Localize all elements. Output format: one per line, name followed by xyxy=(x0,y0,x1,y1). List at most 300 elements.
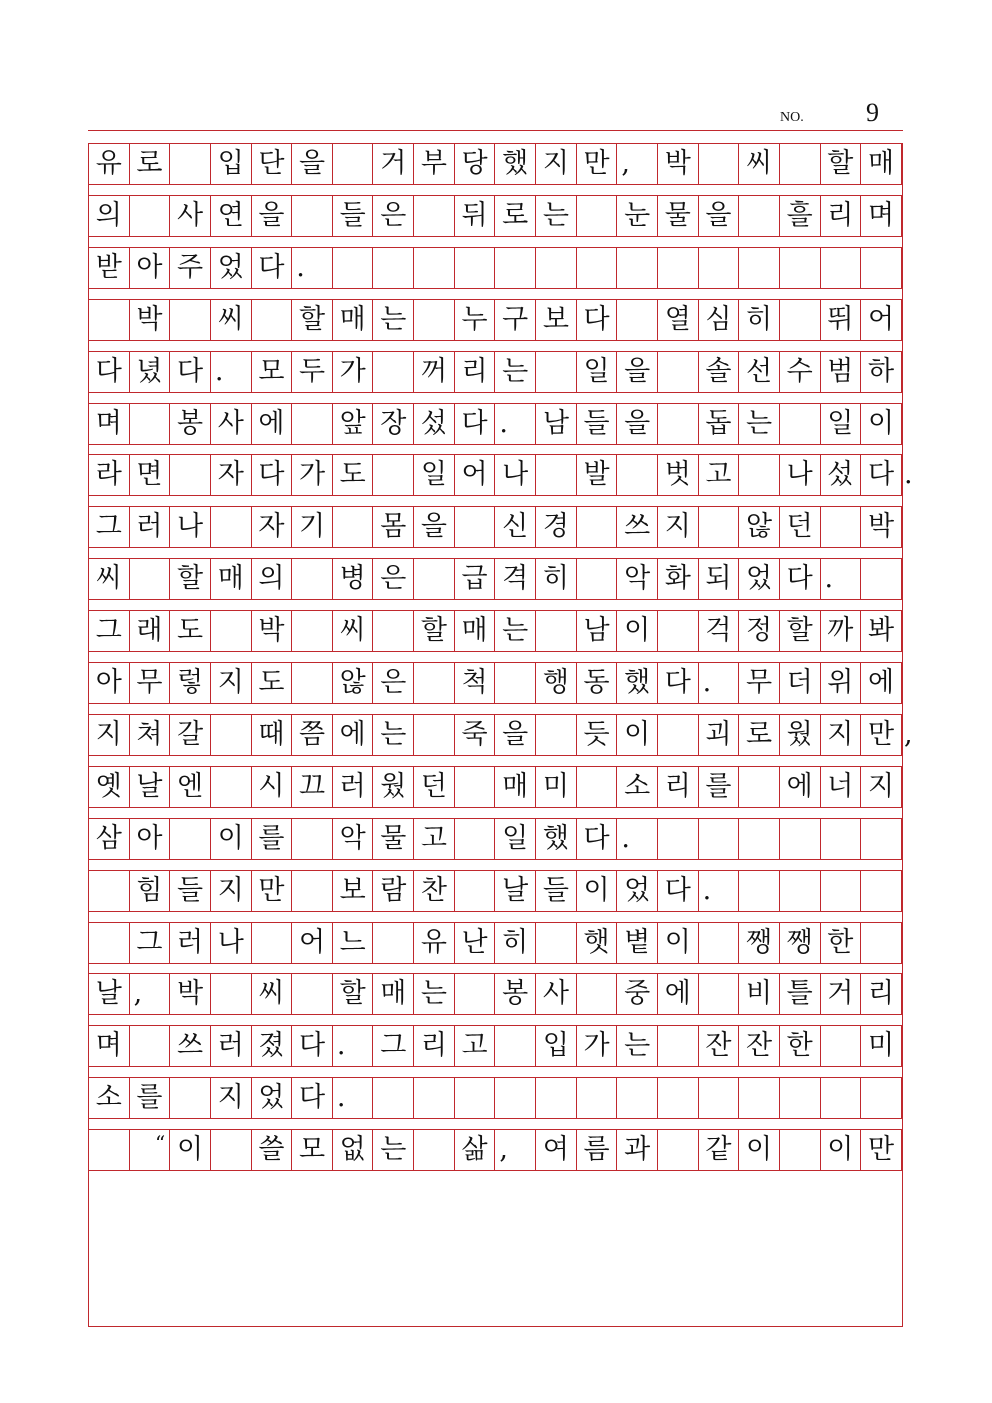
grid-cell: 화 xyxy=(658,559,699,599)
grid-cell: . xyxy=(495,404,536,444)
grid-cell xyxy=(861,871,902,911)
grid-cell: 지 xyxy=(89,715,130,755)
grid-cell xyxy=(821,248,862,288)
grid-cell: 날 xyxy=(130,767,171,807)
grid-cell xyxy=(821,819,862,859)
grid-cell: 이 xyxy=(211,819,252,859)
grid-cell: 매 xyxy=(373,974,414,1014)
grid-row xyxy=(89,662,902,704)
grid-cell: 할 xyxy=(414,611,455,651)
grid-cell: 박 xyxy=(658,144,699,184)
grid-cell: 거 xyxy=(373,144,414,184)
grid-row xyxy=(89,558,902,600)
grid-cell xyxy=(455,248,496,288)
grid-cell: 걱 xyxy=(699,611,740,651)
grid-cell xyxy=(211,611,252,651)
grid-cell: 다 xyxy=(89,352,130,392)
grid-cell: 매 xyxy=(861,144,902,184)
grid-cell: 미 xyxy=(536,767,577,807)
grid-cell: 받 xyxy=(89,248,130,288)
grid-cell xyxy=(739,196,780,236)
grid-cell xyxy=(292,611,333,651)
grid-cell: 리 xyxy=(414,1026,455,1066)
grid-cell: 을 xyxy=(495,715,536,755)
grid-cell: 자 xyxy=(211,455,252,495)
grid-cell: 아 xyxy=(130,819,171,859)
grid-cell: 발 xyxy=(577,455,618,495)
grid-row xyxy=(89,195,902,237)
grid-cell: 는 xyxy=(495,352,536,392)
grid-cell xyxy=(495,1026,536,1066)
grid-cell: 었 xyxy=(617,871,658,911)
grid-cell: 쓸 xyxy=(252,1130,293,1170)
grid-cell: 악 xyxy=(333,819,374,859)
grid-cell: 그 xyxy=(130,923,171,963)
grid-cell: 만 xyxy=(577,144,618,184)
grid-cell xyxy=(89,1130,130,1170)
grid-cell: 할 xyxy=(780,611,821,651)
grid-cell: 을 xyxy=(252,196,293,236)
grid-cell: 틀 xyxy=(780,974,821,1014)
grid-cell: 이 xyxy=(739,1130,780,1170)
grid-cell: 다 xyxy=(252,248,293,288)
grid-cell: 고 xyxy=(699,455,740,495)
grid-cell xyxy=(658,352,699,392)
grid-cell: 때 xyxy=(252,715,293,755)
grid-cell: 는 xyxy=(617,1026,658,1066)
grid-cell: 러 xyxy=(170,923,211,963)
grid-cell xyxy=(130,404,171,444)
grid-cell: 었 xyxy=(211,248,252,288)
grid-cell xyxy=(861,248,902,288)
grid-cell: 돕 xyxy=(699,404,740,444)
grid-cell xyxy=(658,1026,699,1066)
grid-cell: 던 xyxy=(780,507,821,547)
grid-cell: 박 xyxy=(861,507,902,547)
grid-cell xyxy=(577,767,618,807)
grid-cell xyxy=(130,559,171,599)
grid-cell: , xyxy=(130,974,171,1014)
grid-cell: 웠 xyxy=(373,767,414,807)
grid-cell: 도 xyxy=(170,611,211,651)
grid-cell: 섰 xyxy=(821,455,862,495)
grid-cell: 쯤 xyxy=(292,715,333,755)
grid-cell: 이 xyxy=(617,715,658,755)
grid-cell: 씨 xyxy=(89,559,130,599)
grid-row xyxy=(89,973,902,1015)
grid-cell xyxy=(658,819,699,859)
grid-cell: 박 xyxy=(252,611,293,651)
grid-cell: 며 xyxy=(89,404,130,444)
grid-cell xyxy=(333,507,374,547)
grid-cell: 섰 xyxy=(414,404,455,444)
grid-cell: 다 xyxy=(577,819,618,859)
grid-cell: 어 xyxy=(861,300,902,340)
grid-cell: . xyxy=(699,871,740,911)
grid-cell: 씨 xyxy=(252,974,293,1014)
grid-cell: 쓰 xyxy=(617,507,658,547)
grid-cell xyxy=(861,1078,902,1118)
grid-cell: 그 xyxy=(373,1026,414,1066)
grid-cell: 심 xyxy=(699,300,740,340)
grid-cell: 삼 xyxy=(89,819,130,859)
grid-cell: 했 xyxy=(617,663,658,703)
grid-cell xyxy=(495,1078,536,1118)
grid-cell: 다 xyxy=(292,1026,333,1066)
grid-cell xyxy=(455,871,496,911)
grid-row xyxy=(89,766,902,808)
grid-cell: 정 xyxy=(739,611,780,651)
grid-cell: 봐 xyxy=(861,611,902,651)
grid-cell: 다 xyxy=(861,455,902,495)
grid-cell: 모 xyxy=(292,1130,333,1170)
grid-row xyxy=(89,247,902,289)
grid-cell xyxy=(495,248,536,288)
grid-cell xyxy=(739,455,780,495)
grid-cell xyxy=(536,1078,577,1118)
grid-cell xyxy=(130,196,171,236)
grid-cell: 가 xyxy=(577,1026,618,1066)
grid-cell: 않 xyxy=(333,663,374,703)
grid-cell: 에 xyxy=(252,404,293,444)
grid-cell: 다 xyxy=(455,404,496,444)
grid-cell: 선 xyxy=(739,352,780,392)
grid-cell: 이 xyxy=(577,871,618,911)
grid-cell: 단 xyxy=(252,144,293,184)
grid-cell xyxy=(821,1078,862,1118)
grid-cell: 었 xyxy=(739,559,780,599)
grid-cell: 날 xyxy=(89,974,130,1014)
grid-cell: 할 xyxy=(821,144,862,184)
grid-cell: 거 xyxy=(821,974,862,1014)
grid-row xyxy=(89,1077,902,1119)
grid-cell xyxy=(211,974,252,1014)
grid-cell: 고 xyxy=(414,819,455,859)
grid-cell: 면 xyxy=(130,455,171,495)
grid-cell: 들 xyxy=(536,871,577,911)
grid-cell: 이 xyxy=(658,923,699,963)
grid-cell xyxy=(455,767,496,807)
grid-cell: 다 xyxy=(292,1078,333,1118)
grid-row xyxy=(89,1129,902,1171)
grid-cell: 래 xyxy=(130,611,171,651)
grid-cell: 러 xyxy=(333,767,374,807)
grid-cell: 박 xyxy=(130,300,171,340)
grid-cell xyxy=(89,923,130,963)
grid-cell xyxy=(780,300,821,340)
grid-cell: 이 xyxy=(170,1130,211,1170)
grid-cell xyxy=(292,559,333,599)
grid-cell: 지 xyxy=(211,871,252,911)
grid-cell: 는 xyxy=(373,300,414,340)
grid-cell xyxy=(577,248,618,288)
grid-cell: 유 xyxy=(414,923,455,963)
grid-cell xyxy=(414,1078,455,1118)
grid-cell xyxy=(292,404,333,444)
grid-cell: 소 xyxy=(617,767,658,807)
grid-cell: 두 xyxy=(292,352,333,392)
grid-cell: 격 xyxy=(495,559,536,599)
grid-cell: 히 xyxy=(495,923,536,963)
grid-cell: 물 xyxy=(658,196,699,236)
grid-row xyxy=(89,506,902,548)
grid-cell: 로 xyxy=(495,196,536,236)
grid-cell xyxy=(455,974,496,1014)
grid-cell: 은 xyxy=(373,196,414,236)
grid-cell xyxy=(821,871,862,911)
grid-cell: 들 xyxy=(170,871,211,911)
grid-cell: 에 xyxy=(658,974,699,1014)
grid-cell: 을 xyxy=(617,352,658,392)
grid-cell xyxy=(211,1130,252,1170)
grid-cell: 뛰 xyxy=(821,300,862,340)
page-number-label: NO. xyxy=(780,110,804,125)
grid-cell: 다 xyxy=(658,663,699,703)
grid-cell: 은 xyxy=(373,559,414,599)
grid-cell xyxy=(699,144,740,184)
grid-cell: 남 xyxy=(536,404,577,444)
grid-cell: . xyxy=(333,1078,374,1118)
grid-cell xyxy=(89,300,130,340)
grid-cell: . xyxy=(617,819,658,859)
grid-cell: 삶 xyxy=(455,1130,496,1170)
grid-cell: 렇 xyxy=(170,663,211,703)
grid-cell: 나 xyxy=(495,455,536,495)
grid-cell: 소 xyxy=(89,1078,130,1118)
grid-cell: 는 xyxy=(495,611,536,651)
grid-cell: 병 xyxy=(333,559,374,599)
grid-cell: 는 xyxy=(536,196,577,236)
grid-cell: 나 xyxy=(780,455,821,495)
grid-cell xyxy=(536,923,577,963)
grid-cell: 는 xyxy=(373,1130,414,1170)
grid-cell: 나 xyxy=(170,507,211,547)
grid-row xyxy=(89,922,902,964)
grid-cell xyxy=(170,300,211,340)
grid-cell xyxy=(373,248,414,288)
grid-row xyxy=(89,610,902,652)
grid-cell: 위 xyxy=(821,663,862,703)
grid-row xyxy=(89,818,902,860)
grid-cell xyxy=(414,715,455,755)
grid-cell xyxy=(780,1130,821,1170)
grid-cell: 지 xyxy=(536,144,577,184)
grid-cell: 씨 xyxy=(211,300,252,340)
grid-cell: 그 xyxy=(89,611,130,651)
grid-cell: 주 xyxy=(170,248,211,288)
grid-cell xyxy=(414,248,455,288)
grid-cell: 시 xyxy=(252,767,293,807)
grid-cell: 없 xyxy=(333,1130,374,1170)
grid-cell xyxy=(414,663,455,703)
grid-cell: . xyxy=(333,1026,374,1066)
grid-row xyxy=(89,351,902,393)
grid-cell: 다 xyxy=(577,300,618,340)
grid-cell: 에 xyxy=(333,715,374,755)
grid-cell: 남 xyxy=(577,611,618,651)
grid-cell: 던 xyxy=(414,767,455,807)
grid-cell: 을 xyxy=(414,507,455,547)
grid-cell: 비 xyxy=(739,974,780,1014)
grid-cell xyxy=(414,559,455,599)
grid-cell xyxy=(699,507,740,547)
grid-cell xyxy=(373,923,414,963)
grid-cell: 난 xyxy=(455,923,496,963)
grid-cell xyxy=(373,611,414,651)
grid-cell: 아 xyxy=(89,663,130,703)
grid-cell: 는 xyxy=(373,715,414,755)
grid-cell: 장 xyxy=(373,404,414,444)
grid-cell xyxy=(252,300,293,340)
grid-cell xyxy=(170,1078,211,1118)
grid-cell: , xyxy=(617,144,658,184)
grid-cell: 에 xyxy=(780,767,821,807)
grid-cell: 자 xyxy=(252,507,293,547)
grid-cell: 듯 xyxy=(577,715,618,755)
grid-cell: 흘 xyxy=(780,196,821,236)
grid-cell: 가 xyxy=(333,352,374,392)
grid-cell: . xyxy=(211,352,252,392)
grid-cell: 유 xyxy=(89,144,130,184)
grid-cell xyxy=(577,507,618,547)
grid-cell: 지 xyxy=(861,767,902,807)
grid-cell: 한 xyxy=(780,1026,821,1066)
grid-cell xyxy=(577,559,618,599)
grid-cell: 일 xyxy=(821,404,862,444)
grid-cell: 지 xyxy=(821,715,862,755)
grid-cell xyxy=(536,611,577,651)
grid-cell xyxy=(739,248,780,288)
grid-cell xyxy=(861,819,902,859)
grid-cell: 할 xyxy=(333,974,374,1014)
grid-cell: 람 xyxy=(373,871,414,911)
grid-cell: 나 xyxy=(211,923,252,963)
grid-cell: 신 xyxy=(495,507,536,547)
grid-cell: 했 xyxy=(495,144,536,184)
grid-cell xyxy=(739,819,780,859)
grid-cell: 힘 xyxy=(130,871,171,911)
grid-cell: 쨍 xyxy=(780,923,821,963)
grid-cell: “ xyxy=(130,1130,171,1170)
grid-cell: 의 xyxy=(252,559,293,599)
grid-cell: 지 xyxy=(211,663,252,703)
grid-cell xyxy=(211,507,252,547)
grid-cell: 수 xyxy=(780,352,821,392)
grid-row xyxy=(89,299,902,341)
grid-cell xyxy=(617,300,658,340)
grid-cell: 몸 xyxy=(373,507,414,547)
grid-cell xyxy=(658,1130,699,1170)
grid-cell xyxy=(211,767,252,807)
grid-cell: 행 xyxy=(536,663,577,703)
grid-cell: 봉 xyxy=(170,404,211,444)
grid-cell: 사 xyxy=(536,974,577,1014)
grid-cell: . xyxy=(821,559,862,599)
grid-cell: 같 xyxy=(699,1130,740,1170)
grid-cell xyxy=(333,144,374,184)
grid-cell: 로 xyxy=(130,144,171,184)
grid-cell: 쨍 xyxy=(739,923,780,963)
grid-cell: 만 xyxy=(252,871,293,911)
grid-cell: 들 xyxy=(577,404,618,444)
grid-cell xyxy=(780,404,821,444)
grid-cell: 엔 xyxy=(170,767,211,807)
page-number-value: 9 xyxy=(866,98,879,127)
grid-cell: 너 xyxy=(821,767,862,807)
grid-cell xyxy=(373,1078,414,1118)
grid-cell xyxy=(577,974,618,1014)
grid-cell: 는 xyxy=(739,404,780,444)
grid-cell: 며 xyxy=(89,1026,130,1066)
grid-cell: 열 xyxy=(658,300,699,340)
grid-cell: 씨 xyxy=(739,144,780,184)
grid-cell: 꺼 xyxy=(414,352,455,392)
grid-cell: , xyxy=(495,1130,536,1170)
grid-cell: 보 xyxy=(536,300,577,340)
grid-cell: 죽 xyxy=(455,715,496,755)
grid-cell: 급 xyxy=(455,559,496,599)
grid-cell: 하 xyxy=(861,352,902,392)
grid-cell xyxy=(130,1026,171,1066)
grid-cell: 은 xyxy=(373,663,414,703)
grid-cell: 무 xyxy=(130,663,171,703)
grid-cell: 입 xyxy=(536,1026,577,1066)
grid-cell: 앞 xyxy=(333,404,374,444)
grid-cell: 매 xyxy=(495,767,536,807)
grid-cell xyxy=(658,715,699,755)
grid-cell: 그 xyxy=(89,507,130,547)
grid-cell: 솔 xyxy=(699,352,740,392)
grid-cell: 히 xyxy=(739,300,780,340)
margin-punctuation: . xyxy=(904,459,913,491)
grid-cell xyxy=(536,248,577,288)
grid-cell xyxy=(780,871,821,911)
grid-cell: 찬 xyxy=(414,871,455,911)
grid-cell: 웠 xyxy=(780,715,821,755)
grid-cell: 에 xyxy=(861,663,902,703)
grid-cell xyxy=(739,871,780,911)
grid-row xyxy=(89,1025,902,1067)
grid-cell xyxy=(536,352,577,392)
grid-cell: 할 xyxy=(170,559,211,599)
grid-cell: 을 xyxy=(292,144,333,184)
grid-cell: 러 xyxy=(211,1026,252,1066)
grid-cell xyxy=(658,611,699,651)
grid-cell xyxy=(170,144,211,184)
grid-cell: 했 xyxy=(536,819,577,859)
grid-cell: 를 xyxy=(130,1078,171,1118)
grid-cell: 만 xyxy=(861,715,902,755)
grid-cell: 뒤 xyxy=(455,196,496,236)
grid-cell: 일 xyxy=(495,819,536,859)
grid-cell: 다 xyxy=(252,455,293,495)
grid-row xyxy=(89,870,902,912)
grid-cell: 이 xyxy=(617,611,658,651)
grid-cell xyxy=(333,248,374,288)
grid-cell: 여 xyxy=(536,1130,577,1170)
grid-cell: 다 xyxy=(170,352,211,392)
grid-cell xyxy=(780,248,821,288)
grid-cell xyxy=(414,300,455,340)
grid-cell: 러 xyxy=(130,507,171,547)
grid-cell xyxy=(495,663,536,703)
grid-cell: 지 xyxy=(658,507,699,547)
grid-cell: 매 xyxy=(455,611,496,651)
grid-cell xyxy=(455,1078,496,1118)
grid-cell: 의 xyxy=(89,196,130,236)
grid-cell xyxy=(861,923,902,963)
grid-cell: 무 xyxy=(739,663,780,703)
